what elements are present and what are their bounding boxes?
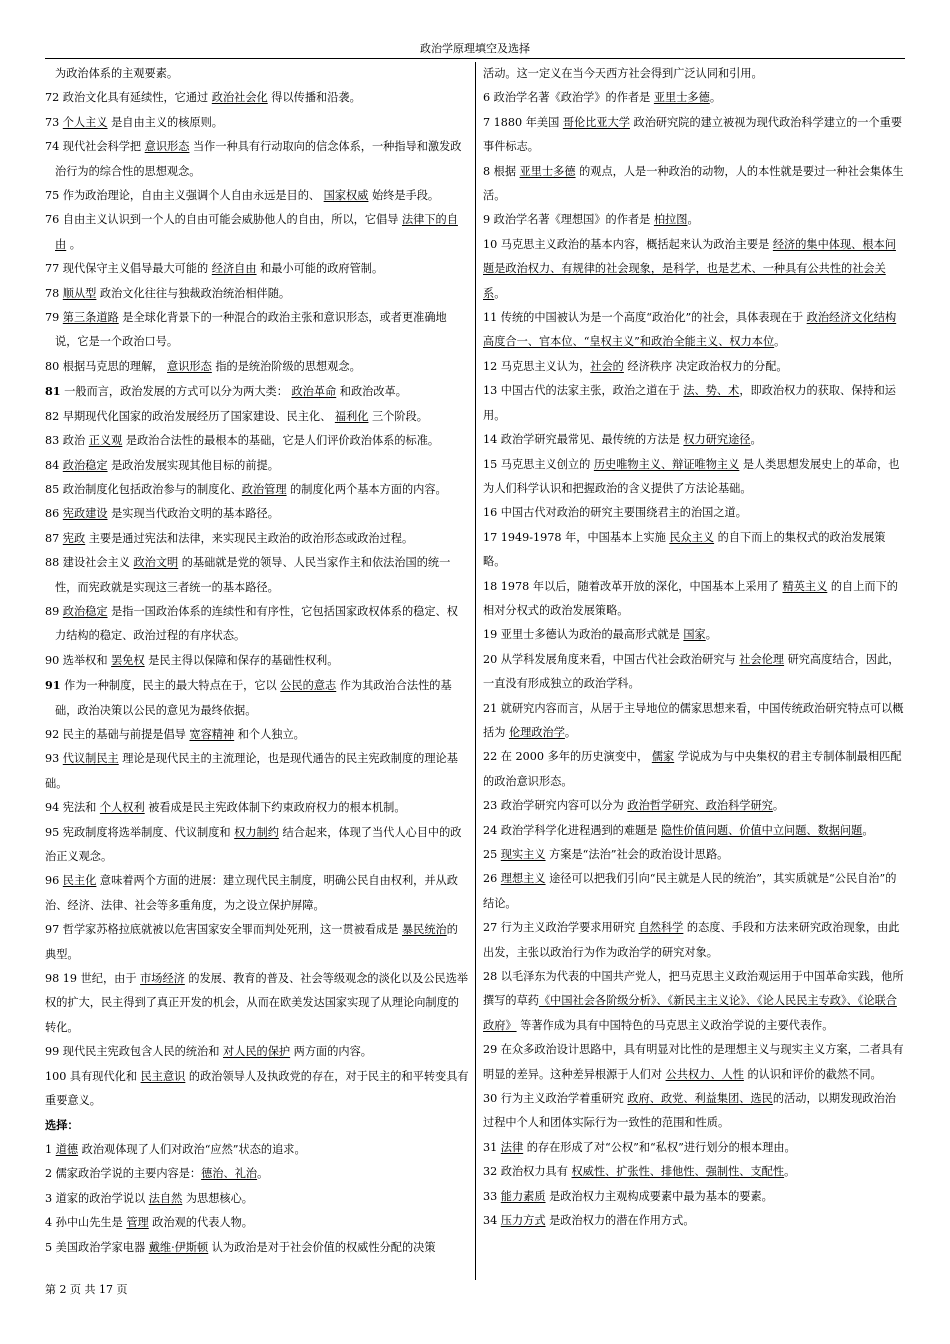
answer-text: 理想主义 — [500, 872, 546, 886]
list-item — [483, 62, 905, 86]
column-divider — [475, 62, 476, 1280]
answer-text: 能力素质 — [500, 1189, 546, 1203]
answer-text: 意识形态 — [144, 140, 190, 154]
answer-text: 政治社会化 — [211, 91, 268, 105]
answer-text: 现实主义 — [500, 848, 546, 861]
answer-text: 历史唯物主义、辩证唯物主义 — [593, 457, 740, 471]
list-item — [45, 600, 469, 649]
answer-text: 政治管理 — [241, 482, 287, 496]
item-text: 29 在众多政治设计思路中，具有明显对比性的是理想主义与现实主义方案，二者具有明显的差异。这种差异根源于人们对 — [483, 1043, 904, 1081]
item-text: 的存在形成了对“公权”和“私权”进行划分的根本理由。 — [523, 1140, 796, 1154]
item-text: 89 — [45, 604, 63, 618]
list-item — [45, 454, 469, 478]
answer-text: 法律 — [500, 1140, 524, 1154]
item-text: 的政治领导人及执政党的存在，对于民主的和平转变具有重要意义。 — [45, 1069, 469, 1108]
answer-text: 宽容精神 — [189, 727, 235, 741]
item-text: 一般而言，政治发展的方式可以分为两大类： — [60, 385, 292, 399]
list-item — [483, 1185, 905, 1209]
list-item — [45, 86, 469, 110]
item-text: 政治观体现了人们对政治“应然”状态的追求。 — [78, 1142, 306, 1156]
item-text: 88 建设社会主义 — [45, 556, 134, 570]
item-text: 。 — [257, 1167, 269, 1181]
item-text: 途径可以把我们引向“民主就是人民的统治”，其实质就是“公民自治”的结论。 — [483, 872, 897, 910]
item-text: 是实现当代政治文明的基本路径。 — [107, 507, 279, 521]
item-text: 96 — [45, 874, 63, 888]
item-text: 97 哲学家苏格拉底就被以危害国家安全罪而判处死刑，这一贯被看成是 — [45, 923, 402, 937]
item-text: 政治观的代表人物。 — [148, 1216, 253, 1230]
answer-text: 压力方式 — [500, 1214, 546, 1228]
item-text: 的认识和评价的截然不同。 — [743, 1067, 882, 1081]
list-item — [45, 967, 469, 1040]
item-text: 77 现代保守主义倡导最大可能的 — [45, 262, 212, 276]
list-item — [483, 745, 905, 794]
item-text: 5 美国政治学家电器 — [45, 1240, 149, 1254]
answer-text: 权力制约 — [234, 825, 279, 839]
item-text: 的自上而下的相对分权式的政治发展策略。 — [483, 579, 898, 617]
item-text: 73 — [45, 115, 63, 129]
item-text: 16 中国古代对政治的研究主要围绕君主的治国之道。 — [483, 506, 747, 520]
item-text: 15 马克思主义创立的 — [483, 457, 594, 471]
item-text: 19 亚里士多德认为政治的最高形式就是 — [483, 628, 684, 642]
list-item — [483, 575, 905, 624]
item-text: 72 政治文化具有延续性，它通过 — [45, 91, 212, 105]
answer-text: 民主意识 — [140, 1069, 186, 1083]
answer-text: 政治稳定 — [62, 604, 108, 618]
item-text: 1 — [45, 1142, 56, 1156]
item-text: 是全球化背景下的一种混合的政治主张和意识形态，或者更准确地说，它是一个政治口号。 — [55, 311, 447, 349]
item-text: 三个阶段。 — [368, 409, 428, 423]
item-text: 的基础就是党的领导、人民当家作主和依法治国的统一性，而宪政就是实现这三者统一的基本路径。 — [55, 556, 451, 594]
answer-text: 公共权力、人性 — [665, 1067, 744, 1081]
item-text: 意味着两个方面的进展：建立现代民主制度，明确公民自由权利，并从政治、经济、法律、社会等多重角度，为之设立保护屏障。 — [45, 874, 458, 912]
item-text: 指的是统治阶级的思想观念。 — [211, 359, 361, 373]
item-text: 21 就研究内容而言，从居于主导地位的儒家思想来看，中国传统政治研究特点可以概括为 — [483, 701, 904, 739]
answer-text: 政治文明 — [133, 556, 179, 570]
item-text: 86 — [45, 507, 63, 521]
item-text: 。 — [750, 433, 762, 447]
answer-text: 亚里士多德 — [653, 91, 710, 105]
item-text: 10 马克思主义政治的基本内容，概括起来认为政治主要是 — [483, 237, 773, 251]
item-text: 23 政治学研究内容可以分为 — [483, 799, 628, 813]
item-text: 活动。这一定义在当今天西方社会得到广泛认同和引用。 — [483, 67, 763, 80]
item-text: 26 — [483, 872, 501, 886]
answer-text: 顺从型 — [62, 286, 97, 300]
item-text: 82 早期现代化国家的政治发展经历了国家建设、民主化、 — [45, 409, 335, 423]
list-item — [45, 429, 469, 453]
item-text: 是自由主义的核原则。 — [107, 115, 223, 129]
item-text: 79 — [45, 311, 63, 325]
item-text: 政治研究院的建立被视为现代政治科学建立的一个重要事件标志。 — [483, 115, 903, 154]
item-text: 当作一种具有行动取向的信念体系，一种指导和激发政治行为的综合性的思想观念。 — [55, 140, 462, 178]
answer-text: 对人民的保护 — [222, 1045, 291, 1059]
list-item — [483, 916, 905, 965]
item-text: 33 — [483, 1189, 501, 1203]
answer-text: 法自然 — [148, 1191, 183, 1205]
list-item — [45, 723, 469, 747]
answer-text: 权威性、扩张性、排他性、强制性、支配性 — [571, 1165, 785, 1179]
item-text: 30 行为主义政治学着重研究 — [483, 1092, 628, 1106]
page-footer: 第 2 页 共 17 页 — [45, 1283, 128, 1296]
answer-text: 管理 — [126, 1216, 149, 1230]
list-item — [45, 62, 469, 86]
item-text: 学说成为与中央集权的君主专制体制最相匹配的政治意识形态。 — [483, 750, 902, 788]
item-text: 方案是“法治”社会的政治设计思路。 — [545, 848, 729, 861]
item-text: 13 中国古代的法家主张，政治之道在于 — [483, 384, 684, 398]
list-item — [45, 282, 469, 306]
right-column — [483, 62, 905, 1234]
answer-text: 《中国社会各阶级分析》、《新民主主义论》、《论人民民主专政》、《论联合政府》 — [483, 994, 897, 1032]
list-item — [483, 1038, 905, 1087]
item-text: 94 宪法和 — [45, 801, 100, 815]
item-text: 结合起来，体现了当代人心目中的政治正义观念。 — [45, 825, 462, 863]
item-text: 。 — [784, 1165, 796, 1179]
list-item — [483, 501, 905, 525]
item-text: 得以传播和沿袭。 — [267, 91, 361, 105]
list-item — [45, 551, 469, 600]
header-rule — [45, 58, 905, 59]
list-item — [483, 1136, 905, 1160]
list-item — [483, 867, 905, 916]
item-text: 75 作为政治理论，自由主义强调个人自由永远是目的、 — [45, 189, 324, 203]
answer-text: 意识形态 — [167, 359, 212, 373]
item-text: 是民主得以保障和保存的基础性权利。 — [144, 653, 339, 667]
answer-text: 德治、礼治 — [201, 1167, 258, 1181]
list-item — [45, 747, 469, 796]
answer-text: 儒家 — [651, 750, 675, 764]
item-text: 为政治体系的主观要素。 — [55, 67, 179, 80]
item-text: 9 政治学名著《理想国》的作者是 — [483, 213, 654, 227]
list-item — [45, 379, 469, 404]
list-item — [483, 965, 905, 1038]
answer-text: 个人权利 — [99, 801, 145, 815]
left-column — [45, 62, 469, 1260]
list-item — [483, 623, 905, 647]
list-item — [45, 184, 469, 208]
item-text: 和最小可能的政府管制。 — [256, 262, 384, 276]
item-text: 。 — [709, 91, 722, 105]
answer-text: 亚里士多德 — [519, 164, 576, 178]
item-text: 31 — [483, 1140, 501, 1154]
answer-text: 福利化 — [334, 409, 369, 423]
item-text: 28 以毛泽东为代表的中国共产党人，把马克思主义政治观运用于中国革命实践，他所撰写的草药 — [483, 970, 904, 1008]
list-item — [45, 821, 469, 870]
item-text: 32 政治权力具有 — [483, 1165, 572, 1179]
list-item — [45, 135, 469, 184]
list-item — [483, 1209, 905, 1233]
list-item — [45, 306, 469, 355]
list-item — [45, 1236, 469, 1260]
item-text: 98 19 世纪，由于 — [45, 972, 141, 986]
section-heading — [45, 1113, 469, 1137]
item-text: 是政治权力主观构成要素中最为基本的要素。 — [545, 1189, 773, 1203]
item-text: 选择： — [45, 1118, 79, 1133]
list-item — [45, 208, 469, 257]
answer-text: 政府、政党、利益集团、选民 — [627, 1092, 773, 1106]
list-item — [45, 257, 469, 281]
list-item — [45, 1065, 469, 1114]
answer-text: 权力研究途径 — [683, 433, 751, 447]
list-item — [483, 526, 905, 575]
list-item — [45, 478, 469, 502]
answer-text: 柏拉图 — [653, 213, 688, 227]
answer-text: 罢免权 — [111, 653, 145, 667]
item-text: 12 马克思主义认为， — [483, 359, 591, 373]
item-text: 和个人独立。 — [234, 727, 305, 741]
answer-text: 法、势、术 — [683, 384, 740, 398]
answer-text: 宪政 — [62, 531, 86, 545]
list-item — [483, 794, 905, 818]
list-item — [45, 502, 469, 526]
list-item — [483, 1087, 905, 1136]
item-text: 的发展、教育的普及、社会等级观念的淡化以及公民选举权的扩大，民主得到了真正开发的机会，从而在欧美发达国家实现了从理论向制度的转化。 — [45, 972, 469, 1034]
item-text: 11 传统的中国被认为是一个高度“政治化”的社会，具体表现在于 — [483, 311, 807, 325]
list-item — [483, 208, 905, 232]
list-item — [45, 796, 469, 820]
item-text: 7 1880 年美国 — [483, 115, 563, 129]
item-text: 。 — [705, 628, 717, 642]
answer-text: 民主化 — [62, 874, 97, 888]
item-text: 是政治权力的潜在作用方式。 — [545, 1214, 695, 1228]
item-text: 6 政治学名著《政治学》的作者是 — [483, 91, 654, 105]
list-item — [45, 355, 469, 379]
list-item — [483, 355, 905, 379]
answer-text: 暴民统治 — [401, 923, 447, 937]
item-text: 8 根据 — [483, 164, 520, 178]
answer-text: 经济的集中体现、根本问题是政治权力、有规律的社会现象，是科学，也是艺术、一种具有公共性的社会关系 — [483, 237, 896, 300]
item-text: 研究高度结合，因此，一直没有形成独立的政治学科。 — [483, 652, 900, 691]
item-text: 80 根据马克思的理解， — [45, 359, 168, 373]
answer-text: 民众主义 — [669, 530, 715, 544]
list-item — [483, 379, 905, 428]
item-text: 主要是通过宪法和法律，来实现民主政治的政治形态或政治过程。 — [85, 531, 414, 545]
item-text: 是政治发展实现其他目标的前提。 — [107, 458, 279, 472]
item-text: 92 民主的基础与前提是倡导 — [45, 727, 190, 741]
page-header: 政治学原理填空及选择 — [420, 42, 530, 55]
item-text: 74 现代社会科学把 — [45, 140, 145, 154]
answer-text: 正义观 — [88, 434, 123, 448]
item-text: 4 孙中山先生是 — [45, 1216, 127, 1230]
list-item — [483, 86, 905, 110]
list-item — [483, 648, 905, 697]
answer-text: 政治哲学研究、政治科学研究 — [627, 799, 773, 813]
item-text: 作为一种制度，民主的最大特点在于，它以 — [60, 679, 281, 693]
item-text: 政治文化往往与独裁政治统治相伴随。 — [96, 286, 291, 300]
answer-text: 精英主义 — [782, 579, 828, 593]
answer-text: 国家 — [683, 628, 706, 642]
answer-text: 哥伦比亚大学 — [562, 115, 630, 129]
answer-text: 宪政建设 — [62, 507, 108, 521]
answer-text: 法律下的自由 — [55, 213, 458, 251]
item-text: 被看成是民主宪政体制下约束政府权力的根本机制。 — [144, 801, 406, 815]
list-item — [483, 306, 905, 355]
list-item — [45, 1162, 469, 1186]
list-item — [483, 819, 905, 843]
item-text: 的典型。 — [45, 923, 458, 961]
answer-text: 个人主义 — [62, 115, 108, 129]
item-text: 84 — [45, 458, 63, 472]
item-text: 99 现代民主宪政包含人民的统治和 — [45, 1045, 223, 1059]
item-text: 。 — [774, 335, 786, 349]
item-text: 81 — [45, 384, 61, 399]
item-text: 始终是手段。 — [368, 189, 440, 203]
answer-text: 伦理政治学 — [508, 725, 565, 739]
item-text: 等著作成为具有中国特色的马克思主义政治学说的主要代表作。 — [516, 1018, 834, 1032]
item-text: 。 — [66, 237, 81, 251]
item-text: 的观点，人是一种政治的动物，人的本性就是要过一种社会集体生活。 — [483, 164, 904, 203]
item-text: ，即政治权力的获取、保持和运用。 — [483, 384, 896, 422]
item-text: 91 — [45, 678, 61, 693]
item-text: 22 在 2000 多年的历史演变中， — [483, 750, 652, 764]
item-text: 和政治改革。 — [336, 385, 407, 399]
item-text: 。 — [687, 213, 699, 227]
list-item — [483, 233, 905, 306]
list-item — [483, 428, 905, 452]
list-item — [45, 1187, 469, 1211]
list-item — [483, 697, 905, 746]
answer-text: 政治革命 — [291, 385, 337, 399]
item-text: 78 — [45, 286, 63, 300]
list-item — [483, 1160, 905, 1184]
item-text: 的活动，以期发现政治治过程中个人和团体实际行为一致性的范围和性质。 — [483, 1092, 896, 1130]
answer-text: 社会的 — [590, 359, 624, 373]
item-text: 83 政治 — [45, 434, 89, 448]
item-text: 经济秩序 决定政治权力的分配。 — [623, 359, 788, 373]
answer-text: 公民的意志 — [280, 679, 337, 693]
item-text: 理论是现代民主的主流理论，也是现代通告的民主宪政制度的理论基础。 — [45, 752, 458, 790]
list-item — [45, 1040, 469, 1064]
item-text: 为思想核心。 — [182, 1191, 253, 1205]
item-text: 24 政治学科学化进程遇到的难题是 — [483, 823, 661, 837]
item-text: 17 1949-1978 年，中国基本上实施 — [483, 530, 670, 544]
list-item — [45, 649, 469, 673]
item-text: 85 政治制度化包括政治参与的制度化、 — [45, 482, 242, 496]
answer-text: 国家权威 — [323, 189, 369, 203]
item-text: 27 行为主义政治学要求用研究 — [483, 921, 639, 935]
list-item — [45, 405, 469, 429]
item-text: 是人类思想发展史上的革命，也为人们科学认识和把握政治的含义提供了方法论基础。 — [483, 457, 900, 495]
item-text: 。 — [772, 799, 785, 813]
item-text: 95 宪政制度将选举制度、代议制度和 — [45, 825, 235, 839]
list-item — [45, 111, 469, 135]
answer-text: 戴维·伊斯顿 — [148, 1240, 209, 1254]
item-text: 100 具有现代化和 — [45, 1069, 141, 1083]
item-text: 作为其政治合法性的基础，政治决策以公民的意见为最终依据。 — [55, 679, 452, 717]
list-item — [483, 111, 905, 160]
answer-text: 代议制民主 — [62, 752, 119, 766]
item-text: 的自下而上的集权式的政治发展策略。 — [483, 530, 886, 569]
item-text: 的制度化两个基本方面的内容。 — [286, 482, 447, 496]
item-text: 25 — [483, 848, 501, 861]
answer-text: 第三条道路 — [62, 311, 119, 325]
answer-text: 社会伦理 — [739, 652, 785, 666]
answer-text: 隐性价值问题、价值中立问题、数据问题 — [660, 823, 863, 837]
list-item — [45, 1138, 469, 1162]
list-item — [45, 1211, 469, 1235]
list-item — [45, 527, 469, 551]
item-text: 18 1978 年以后，随着改革开放的深化，中国基本上采用了 — [483, 579, 783, 593]
answer-text: 道德 — [55, 1142, 79, 1156]
item-text: 90 选举权和 — [45, 653, 112, 667]
list-item — [45, 918, 469, 967]
answer-text: 市场经济 — [140, 972, 185, 986]
item-text: 93 — [45, 752, 63, 766]
item-text: 认为政治是对于社会价值的权威性分配的决策 — [208, 1240, 436, 1254]
list-item — [45, 673, 469, 723]
item-text: 。 — [494, 286, 506, 300]
item-text: 是指一国政治体系的连续性和有序性，它包括国家政权体系的稳定、权力结构的稳定、政治过程的有序状态。 — [55, 604, 458, 643]
item-text: 76 自由主义认识到一个人的自由可能会威胁他人的自由，所以，它倡导 — [45, 213, 402, 227]
item-text: 。 — [564, 725, 577, 739]
item-text: 两方面的内容。 — [290, 1045, 372, 1059]
item-text: 14 政治学研究最常见、最传统的方法是 — [483, 433, 684, 447]
item-text: 20 从学科发展角度来看，中国古代社会政治研究与 — [483, 652, 740, 666]
item-text: 34 — [483, 1214, 501, 1228]
answer-text: 经济自由 — [211, 262, 257, 276]
item-text: 的态度、手段和方法来研究政治现象，由此出发，主张以政治行为作为政治学的研究对象。 — [483, 921, 900, 959]
answer-text: 政治稳定 — [62, 458, 108, 472]
list-item — [45, 869, 469, 918]
answer-text: 政治经济文化结构高度合一、官本位、“皇权主义”和政治全能主义、权力本位 — [483, 311, 897, 349]
item-text: 2 儒家政治学说的主要内容是： — [45, 1167, 202, 1181]
item-text: 3 道家的政治学说以 — [45, 1191, 149, 1205]
item-text: 87 — [45, 531, 63, 545]
item-text: 。 — [862, 823, 874, 837]
list-item — [483, 160, 905, 209]
list-item — [483, 843, 905, 867]
answer-text: 自然科学 — [638, 921, 684, 935]
item-text: 是政治合法性的最根本的基础，它是人们评价政治体系的标准。 — [122, 434, 440, 448]
list-item — [483, 453, 905, 502]
